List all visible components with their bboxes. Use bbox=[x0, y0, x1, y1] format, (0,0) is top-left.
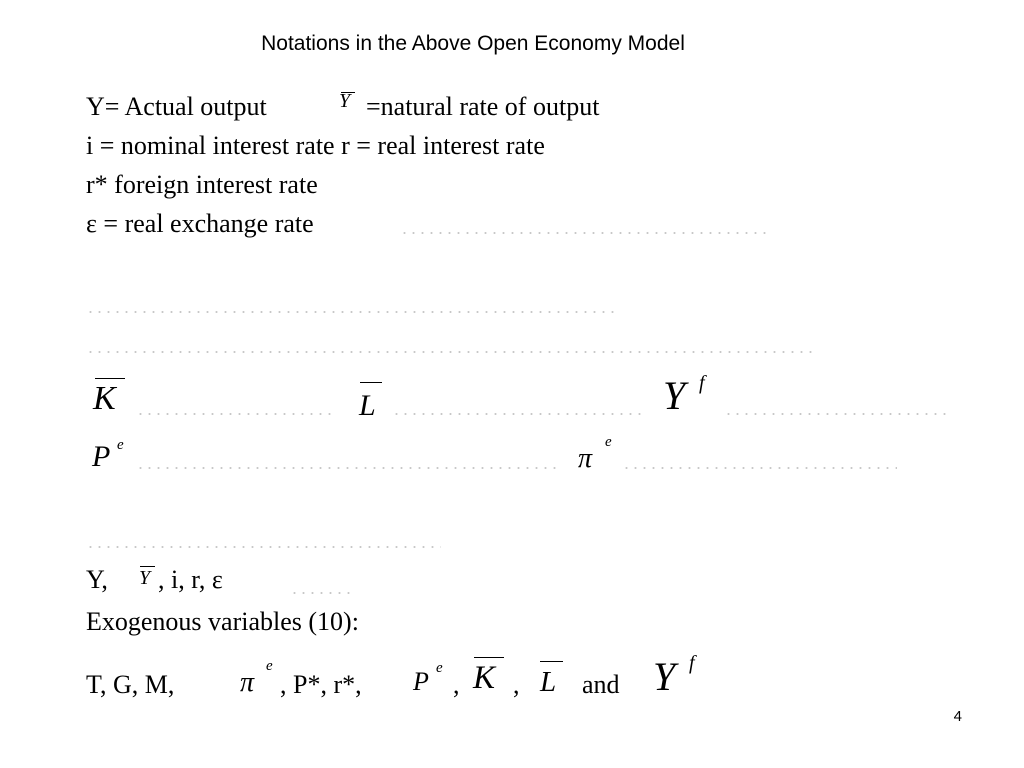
lbar2-overline bbox=[540, 661, 563, 662]
kbar-overline bbox=[95, 378, 125, 379]
definition-interest-rates: i = nominal interest rate r = real interest rate bbox=[86, 131, 545, 160]
kbar2-overline bbox=[474, 657, 504, 658]
exogenous-part1: T, G, M, bbox=[86, 670, 175, 699]
faint-text-line bbox=[86, 350, 816, 354]
comma-2: , bbox=[513, 670, 520, 699]
definition-foreign-rate: r* foreign interest rate bbox=[86, 170, 318, 199]
faint-text-trail bbox=[136, 412, 336, 416]
kbar2-symbol: K bbox=[473, 660, 496, 696]
lbar-symbol: L bbox=[359, 389, 376, 422]
pie-superscript: e bbox=[605, 434, 612, 450]
faint-text-trail bbox=[622, 466, 897, 470]
lbar-overline bbox=[360, 382, 382, 383]
definition-exchange-rate: ε = real exchange rate bbox=[86, 209, 314, 238]
yf-symbol-2: Y bbox=[653, 654, 676, 699]
pie-superscript-2: e bbox=[266, 658, 273, 674]
slide-title: Notations in the Above Open Economy Model bbox=[261, 32, 685, 55]
yf-superscript-2: f bbox=[689, 652, 695, 674]
actual-output-text: Y= Actual output bbox=[86, 92, 267, 121]
exogenous-part2: , P*, r*, bbox=[280, 670, 362, 699]
faint-text-line bbox=[86, 310, 616, 314]
kbar-symbol: K bbox=[93, 380, 116, 417]
endogenous-y: Y, bbox=[86, 565, 108, 594]
exogenous-heading: Exogenous variables (10): bbox=[86, 607, 359, 636]
faint-text-line bbox=[86, 545, 441, 549]
and-text: and bbox=[582, 670, 620, 699]
yf-symbol: Y bbox=[663, 373, 686, 418]
comma-1: , bbox=[453, 670, 460, 699]
natural-output-text: =natural rate of output bbox=[366, 92, 600, 121]
pe-superscript: e bbox=[117, 437, 124, 453]
pie-symbol: π bbox=[578, 443, 593, 474]
pie-symbol-2: π bbox=[240, 667, 255, 698]
ybar-symbol: Y bbox=[339, 90, 351, 112]
faint-text-trail bbox=[136, 466, 556, 470]
yf-superscript: f bbox=[699, 372, 705, 394]
pe-superscript-2: e bbox=[436, 660, 443, 676]
faint-text-trail bbox=[290, 591, 350, 595]
ybar2-symbol: Y bbox=[139, 567, 151, 589]
definition-output bbox=[86, 92, 267, 122]
endogenous-rest: , i, r, ε bbox=[158, 565, 223, 594]
faint-text-trail bbox=[724, 412, 949, 416]
faint-text-trail bbox=[392, 412, 642, 416]
pe-symbol: P bbox=[92, 440, 111, 473]
page-number: 4 bbox=[953, 708, 962, 725]
faint-text-trail bbox=[400, 231, 770, 235]
lbar2-symbol: L bbox=[540, 666, 557, 698]
pe-symbol-2: P bbox=[413, 667, 429, 696]
